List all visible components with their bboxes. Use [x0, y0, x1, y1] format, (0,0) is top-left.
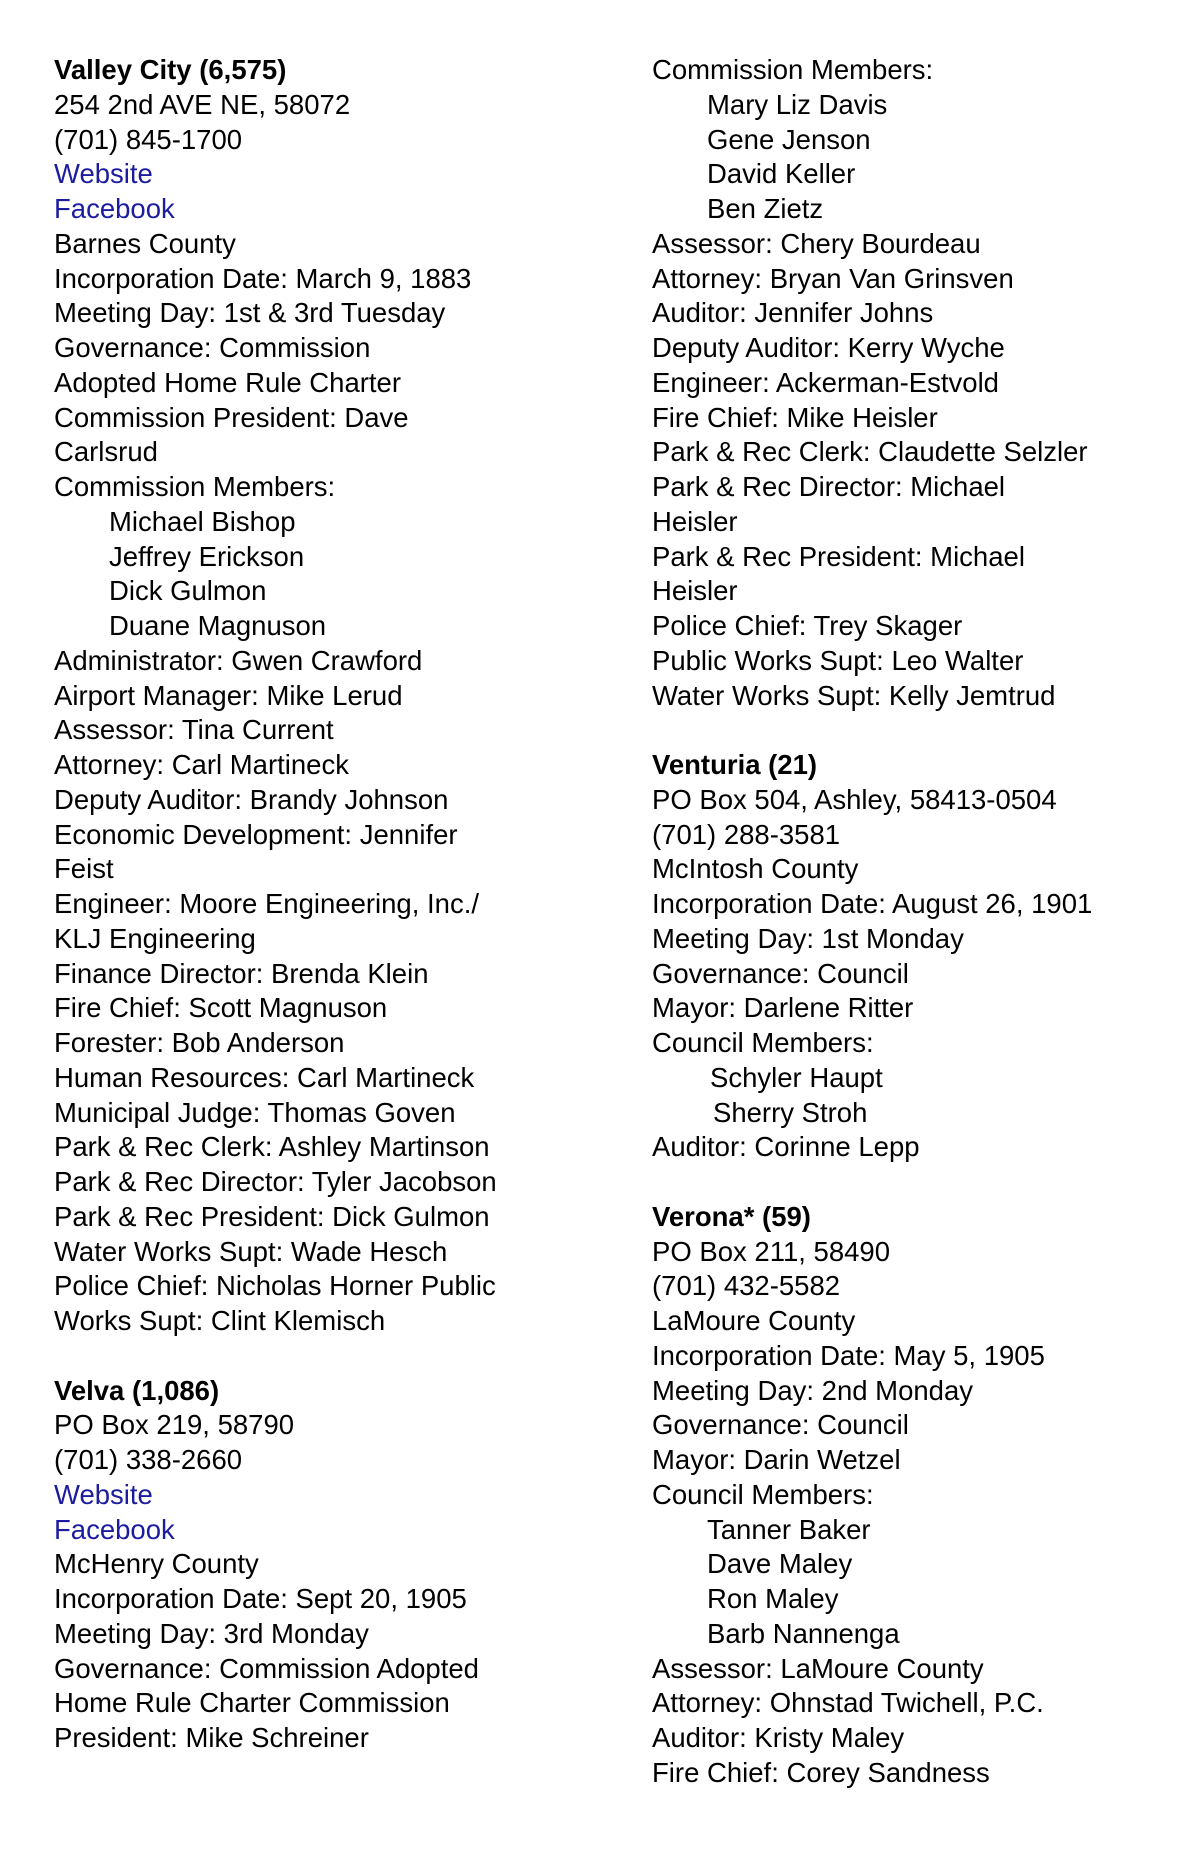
official: Assessor: LaMoure County: [652, 1652, 984, 1684]
meeting-day: Meeting Day: 1st Monday: [652, 922, 964, 954]
official: Economic Development: Jennifer: [54, 818, 458, 850]
official: Works Supt: Clint Klemisch: [54, 1305, 386, 1336]
member: Schyler Haupt: [710, 1061, 883, 1093]
official: Heisler: [652, 575, 738, 607]
facebook-link[interactable]: Facebook: [54, 193, 175, 224]
venturia-entry: [652, 748, 1192, 1165]
official: Public Works Supt: Leo Walter: [652, 644, 1024, 676]
member: David Keller: [707, 158, 856, 190]
official: Engineer: Ackerman-Estvold: [652, 366, 999, 398]
charter: Adopted Home Rule Charter: [54, 366, 401, 398]
official: Finance Director: Brenda Klein: [54, 957, 429, 989]
address: 254 2nd AVE NE, 58072: [54, 88, 351, 120]
official: Park & Rec Clerk: Ashley Martinson: [54, 1131, 490, 1163]
official: Human Resources: Carl Martineck: [54, 1061, 475, 1093]
right-column: [652, 53, 1192, 1791]
member: Mary Liz Davis: [707, 88, 888, 120]
member: Michael Bishop: [109, 505, 296, 537]
city-name-valley-city: Valley City (6,575): [54, 54, 287, 85]
phone: (701) 845-1700: [54, 123, 243, 155]
official: Water Works Supt: Kelly Jemtrud: [652, 679, 1056, 711]
incorporation-date: Incorporation Date: March 9, 1883: [54, 262, 472, 294]
commission-president: Commission President: Dave: [54, 401, 409, 433]
official: Assessor: Tina Current: [54, 714, 334, 746]
member: Sherry Stroh: [713, 1096, 868, 1128]
official: Fire Chief: Scott Magnuson: [54, 992, 388, 1024]
official: Attorney: Ohnstad Twichell, P.C.: [652, 1687, 1044, 1719]
county: Barnes County: [54, 227, 236, 259]
members-label: Council Members:: [652, 1478, 874, 1510]
member: Dave Maley: [707, 1548, 853, 1580]
official: Fire Chief: Mike Heisler: [652, 401, 938, 433]
address: PO Box 219, 58790: [54, 1409, 295, 1441]
county: McHenry County: [54, 1548, 259, 1580]
official: Park & Rec President: Michael: [652, 540, 1025, 572]
member: Ron Maley: [707, 1583, 839, 1614]
website-link[interactable]: Website: [54, 158, 153, 190]
official: Auditor: Jennifer Johns: [652, 297, 934, 329]
governance: Governance: Council: [652, 957, 909, 989]
official: Forester: Bob Anderson: [54, 1027, 345, 1058]
member: Jeffrey Erickson: [109, 540, 305, 572]
governance: Governance: Council: [652, 1409, 909, 1441]
official: Water Works Supt: Wade Hesch: [54, 1235, 448, 1267]
official: Deputy Auditor: Kerry Wyche: [652, 332, 1005, 363]
verona-entry: [652, 1200, 1192, 1791]
official: Assessor: Chery Bourdeau: [652, 227, 981, 259]
phone: (701) 288-3581: [652, 818, 841, 850]
official: Police Chief: Trey Skager: [652, 610, 963, 641]
address: PO Box 504, Ashley, 58413-0504: [652, 783, 1057, 815]
governance-cont: President: Mike Schreiner: [54, 1722, 369, 1753]
city-name-velva: Velva (1,086): [54, 1374, 220, 1406]
official: Police Chief: Nicholas Horner Public: [54, 1270, 496, 1302]
mayor: Mayor: Darlene Ritter: [652, 992, 914, 1024]
phone: (701) 432-5582: [652, 1270, 841, 1302]
facebook-link[interactable]: Facebook: [54, 1513, 175, 1545]
official: Park & Rec Director: Tyler Jacobson: [54, 1166, 497, 1197]
official: Administrator: Gwen Crawford: [54, 644, 423, 676]
governance: Governance: Commission: [54, 332, 371, 363]
official: Park & Rec Clerk: Claudette Selzler: [652, 436, 1088, 468]
member: Ben Zietz: [707, 193, 824, 224]
governance-cont: Home Rule Charter Commission: [54, 1687, 450, 1719]
member: Gene Jenson: [707, 123, 871, 155]
official: Deputy Auditor: Brandy Johnson: [54, 783, 449, 815]
auditor: Auditor: Corinne Lepp: [652, 1131, 920, 1163]
incorporation-date: Incorporation Date: Sept 20, 1905: [54, 1583, 467, 1614]
official: Auditor: Kristy Maley: [652, 1722, 905, 1753]
member: Duane Magnuson: [109, 610, 327, 641]
county: McIntosh County: [652, 853, 859, 885]
members-label: Commission Members:: [652, 54, 934, 85]
mayor: Mayor: Darin Wetzel: [652, 1444, 901, 1475]
official: Park & Rec Director: Michael: [652, 471, 1006, 502]
address: PO Box 211, 58490: [652, 1235, 890, 1267]
official: Fire Chief: Corey Sandness: [652, 1756, 990, 1788]
members-label: Commission Members:: [54, 471, 336, 502]
meeting-day: Meeting Day: 2nd Monday: [652, 1374, 974, 1406]
incorporation-date: Incorporation Date: May 5, 1905: [652, 1339, 1045, 1371]
official: Airport Manager: Mike Lerud: [54, 679, 403, 711]
official: Attorney: Carl Martineck: [54, 749, 349, 780]
meeting-day: Meeting Day: 3rd Monday: [54, 1617, 369, 1649]
member: Barb Nannenga: [707, 1617, 900, 1649]
velva-entry-continued: [652, 53, 1192, 713]
official: KLJ Engineering: [54, 922, 256, 954]
incorporation-date: Incorporation Date: August 26, 1901: [652, 888, 1093, 919]
official: Park & Rec President: Dick Gulmon: [54, 1200, 490, 1232]
official: Heisler: [652, 505, 738, 537]
phone: (701) 338-2660: [54, 1444, 243, 1475]
official: Feist: [54, 853, 114, 885]
members-label: Council Members:: [652, 1027, 874, 1058]
official: Engineer: Moore Engineering, Inc./: [54, 888, 479, 919]
official: Municipal Judge: Thomas Goven: [54, 1096, 456, 1128]
official: Attorney: Bryan Van Grinsven: [652, 262, 1014, 294]
website-link[interactable]: Website: [54, 1478, 153, 1510]
velva-entry: [54, 1374, 614, 1756]
left-column: [54, 53, 614, 1756]
county: LaMoure County: [652, 1305, 856, 1336]
city-name-venturia: Venturia (21): [652, 749, 818, 780]
valley-city-entry: [54, 53, 614, 1339]
governance: Governance: Commission Adopted: [54, 1652, 479, 1684]
commission-president-cont: Carlsrud: [54, 436, 158, 468]
city-name-verona: Verona* (59): [652, 1200, 811, 1232]
member: Tanner Baker: [707, 1513, 871, 1545]
member: Dick Gulmon: [109, 575, 267, 607]
meeting-day: Meeting Day: 1st & 3rd Tuesday: [54, 297, 446, 329]
